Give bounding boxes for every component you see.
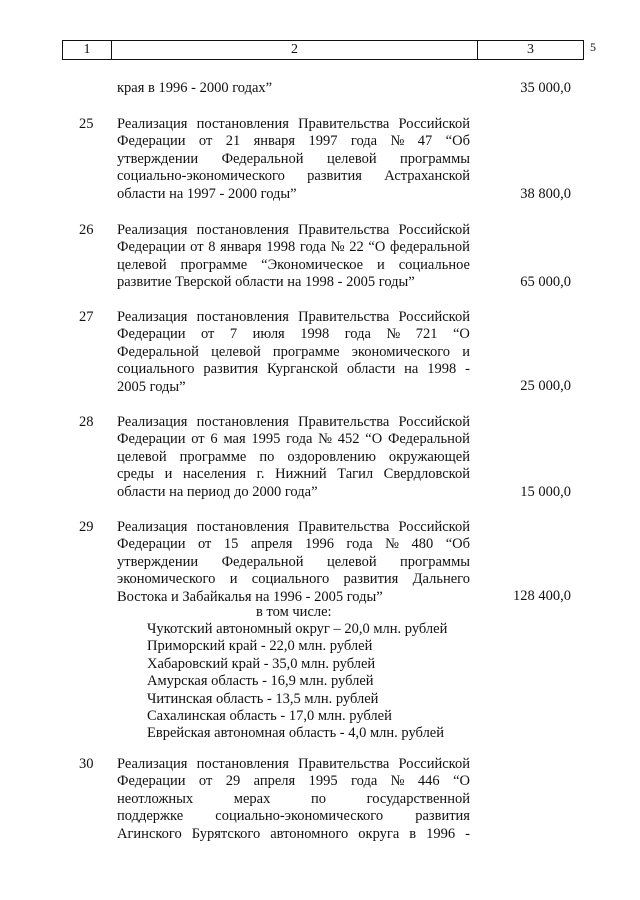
word: Свердловской	[383, 466, 470, 483]
word: развития	[415, 808, 470, 825]
word: развития	[307, 168, 362, 185]
word: целевой	[211, 343, 261, 360]
word: 22	[349, 239, 364, 256]
text-line	[117, 808, 470, 825]
word: года	[286, 431, 313, 448]
word: программы	[400, 553, 470, 570]
list-item: Читинская область - 13,5 млн. рублей	[147, 690, 379, 707]
word: апреля	[253, 773, 296, 790]
text-line	[117, 449, 470, 466]
word: округа	[358, 825, 400, 842]
word: Федеральной	[221, 553, 304, 570]
text-line: 2005 годы”	[117, 378, 186, 395]
word: “О	[453, 773, 470, 790]
word: целевой	[326, 150, 377, 167]
word: Российской	[398, 222, 470, 238]
item-description	[117, 116, 470, 203]
word: целевой	[117, 256, 167, 273]
word: января	[220, 239, 262, 256]
word: Российской	[398, 414, 470, 430]
word: социального	[117, 361, 195, 378]
word: 1997	[308, 133, 338, 150]
word: мая	[223, 431, 246, 448]
text-line: развитие Тверской области на 1998 - 2005 годы”	[117, 274, 415, 291]
word: 29	[225, 773, 241, 790]
word: Правительства	[298, 309, 390, 325]
text-line	[117, 168, 470, 185]
text-line	[117, 571, 470, 588]
item-description	[117, 756, 470, 843]
word: Реализация	[117, 116, 188, 132]
item-amount: 15 000,0	[520, 484, 571, 500]
list-item: Чукотский автономный округ – 20,0 млн. рублей	[147, 621, 448, 637]
word: №	[386, 326, 401, 343]
word: 452	[337, 431, 360, 448]
word: “О	[452, 326, 470, 343]
text-line	[117, 826, 470, 843]
column-header-2: 2	[112, 41, 478, 59]
word: от	[198, 133, 213, 150]
word: экономического	[117, 571, 216, 588]
item-description	[117, 222, 470, 292]
word: Федерации	[117, 773, 186, 790]
word: и	[229, 571, 238, 588]
word: 15	[223, 536, 239, 553]
word: 1995	[251, 431, 281, 448]
word: Правительства	[298, 756, 390, 772]
list-item: Еврейская автономная область - 4,0 млн. рублей	[147, 725, 444, 742]
word: Федерации	[117, 133, 186, 150]
word: -	[465, 361, 470, 378]
word: постановления	[196, 414, 289, 430]
column-header-1: 1	[63, 41, 112, 59]
word: года	[299, 239, 327, 256]
word: Реализация	[117, 222, 188, 238]
word: целевой	[117, 448, 167, 465]
word: Курганской	[266, 361, 338, 378]
word: 1995	[308, 773, 338, 790]
word: Реализация	[117, 309, 188, 325]
sub-heading: в том числе:	[256, 604, 332, 620]
list-item: Приморский край - 22,0 млн. рублей	[147, 638, 373, 655]
word: Реализация	[117, 756, 188, 772]
text-line: Востока и Забайкалья на 1996 - 2005 годы”	[117, 588, 383, 605]
text-line	[117, 344, 470, 361]
item-number: 30	[79, 756, 94, 772]
word: Российской	[398, 309, 470, 325]
word: 480	[411, 536, 434, 553]
word: окружающей	[388, 448, 470, 465]
word: “Об	[445, 536, 470, 553]
item-amount: 38 800,0	[520, 186, 571, 202]
word: №	[330, 239, 345, 256]
word: социально-экономического	[117, 168, 285, 185]
word: апреля	[250, 536, 293, 553]
word: оздоровлению	[287, 448, 376, 465]
word: №	[390, 773, 405, 790]
word: от	[198, 773, 213, 790]
item-number: 29	[79, 519, 94, 535]
word: постановления	[196, 519, 289, 535]
word: 1996	[426, 825, 456, 842]
item-number: 28	[79, 414, 94, 430]
region-breakdown-list	[147, 621, 447, 743]
text-line: края в 1996 - 2000 годах”	[117, 80, 273, 96]
word: утверждении	[117, 150, 199, 167]
word: экономического	[351, 343, 451, 360]
word: 721	[415, 326, 438, 343]
word: постановления	[196, 222, 289, 238]
word: постановления	[196, 116, 289, 132]
word: среды	[117, 466, 155, 483]
word: социально-экономического	[215, 808, 384, 825]
word: Правительства	[298, 116, 390, 132]
word: 8	[208, 239, 216, 256]
word: “О	[365, 431, 383, 448]
word: г.	[256, 466, 265, 483]
word: 1998	[427, 361, 457, 378]
text-line	[117, 239, 470, 256]
word: по	[259, 448, 275, 465]
text-line	[117, 791, 470, 808]
text-line	[117, 414, 470, 431]
item-number: 27	[79, 309, 94, 325]
word: -	[465, 825, 470, 842]
text-line	[117, 536, 470, 553]
word: Федеральной	[117, 343, 199, 360]
word: Федерации	[117, 239, 186, 256]
word: Федеральной	[387, 431, 470, 448]
word: 6	[210, 431, 218, 448]
item-amount: 128 400,0	[513, 588, 571, 604]
word: от	[197, 536, 212, 553]
item-amount: 25 000,0	[520, 378, 571, 394]
word: “О	[368, 239, 386, 256]
word: 1998	[300, 326, 330, 343]
text-line	[117, 466, 470, 483]
word: социального	[251, 571, 330, 588]
list-item: Хабаровский край - 35,0 млн. рублей	[147, 655, 376, 672]
item-description	[117, 519, 470, 606]
page-number: 5	[590, 40, 596, 54]
word: от	[200, 326, 215, 343]
word: области	[346, 361, 396, 378]
text-line: области на период до 2000 года”	[117, 483, 318, 500]
text-line	[117, 756, 470, 773]
word: федеральной	[390, 239, 470, 256]
word: Правительства	[298, 414, 390, 430]
text-line	[117, 326, 470, 343]
word: программе	[179, 448, 247, 465]
word: развития	[203, 361, 259, 378]
text-line	[117, 222, 470, 239]
word: 1998	[266, 239, 296, 256]
item-amount: 65 000,0	[520, 274, 571, 290]
text-line	[117, 151, 470, 168]
word: по	[310, 790, 326, 807]
word: года	[351, 773, 378, 790]
text-line: области на 1997 - 2000 годы”	[117, 185, 297, 202]
word: постановления	[196, 756, 289, 772]
word: утверждении	[117, 553, 199, 570]
word: Федерации	[117, 431, 186, 448]
word: программе	[180, 256, 248, 273]
word: от	[191, 431, 205, 448]
word: Федерации	[117, 326, 186, 343]
word: Реализация	[117, 519, 188, 535]
word: №	[385, 536, 399, 553]
word: поддержке	[117, 808, 184, 825]
word: Нижний	[275, 466, 327, 483]
text-line	[117, 519, 470, 536]
word: 21	[225, 133, 241, 150]
word: 47	[417, 133, 433, 150]
word: автономного	[270, 825, 349, 842]
word: постановления	[196, 309, 289, 325]
word: Российской	[398, 116, 470, 132]
text-line	[117, 257, 470, 274]
word: Федеральной	[221, 150, 304, 167]
text-line	[117, 431, 470, 448]
word: и	[164, 466, 173, 483]
item-description	[117, 309, 470, 396]
word: государственной	[366, 790, 470, 807]
word: Астраханской	[384, 168, 470, 185]
word: Агинского	[117, 825, 182, 842]
item-number: 25	[79, 116, 94, 132]
word: и	[377, 256, 385, 273]
word: №	[390, 133, 405, 150]
word: июля	[252, 326, 285, 343]
word: на	[404, 361, 419, 378]
word: Реализация	[117, 414, 188, 430]
word: населения	[182, 466, 247, 483]
word: программе	[272, 343, 340, 360]
word: года	[350, 133, 378, 150]
column-header-3: 3	[527, 42, 534, 57]
word: 1996	[304, 536, 334, 553]
word: Бурятского	[191, 825, 261, 842]
word: 446	[417, 773, 440, 790]
item-number: 26	[79, 222, 94, 238]
text-line	[117, 554, 470, 571]
word: Российской	[398, 756, 470, 772]
word: от	[190, 239, 204, 256]
word: целевой	[326, 553, 377, 570]
word: Российской	[398, 519, 470, 535]
word: программы	[400, 150, 470, 167]
word: №	[318, 431, 332, 448]
word: января	[253, 133, 296, 150]
word: развития	[343, 571, 399, 588]
word: 7	[229, 326, 238, 343]
word: и	[462, 343, 470, 360]
word: “Об	[445, 133, 470, 150]
word: Федерации	[117, 536, 186, 553]
item-description	[117, 414, 470, 501]
word: неотложных	[117, 790, 194, 807]
word: мерах	[233, 790, 271, 807]
word: социальное	[398, 256, 470, 273]
word: в	[409, 825, 417, 842]
word: Тагил	[337, 466, 374, 483]
text-line	[117, 361, 470, 378]
word: года	[346, 536, 373, 553]
word: Дальнего	[412, 571, 470, 588]
word: Правительства	[298, 222, 390, 238]
continuation-amount: 35 000,0	[520, 80, 571, 96]
list-item: Сахалинская область - 17,0 млн. рублей	[147, 708, 392, 725]
text-line	[117, 773, 470, 790]
word: Правительства	[298, 519, 390, 535]
text-line	[117, 309, 470, 326]
text-line	[117, 133, 470, 150]
column-header-row	[62, 40, 584, 60]
continuation-text	[117, 80, 470, 97]
list-item: Амурская область - 16,9 млн. рублей	[147, 673, 374, 690]
word: года	[344, 326, 371, 343]
text-line	[117, 116, 470, 133]
word: “Экономическое	[261, 256, 364, 273]
